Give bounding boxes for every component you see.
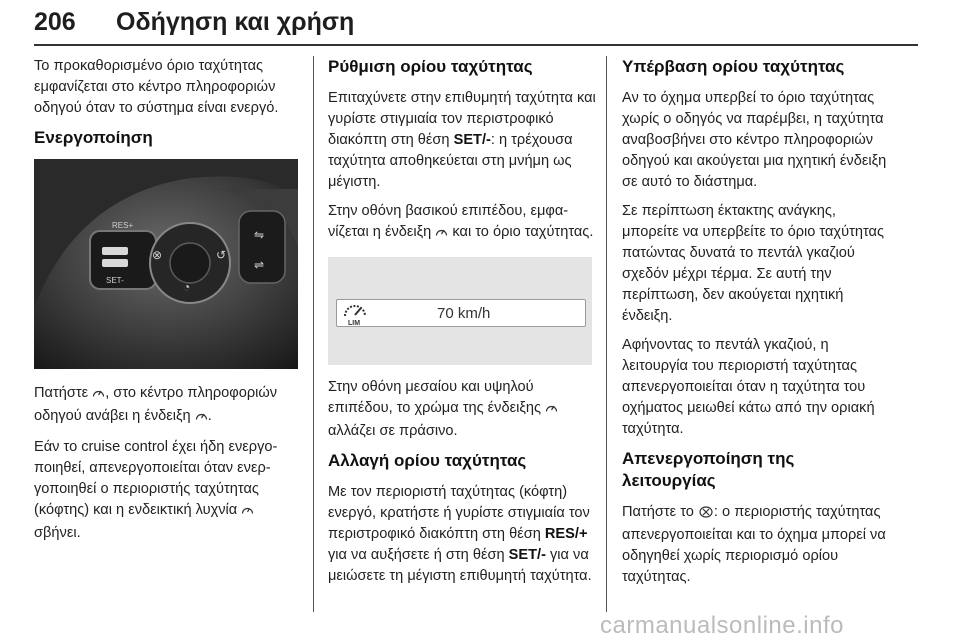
cancel-icon xyxy=(698,504,714,525)
exceed-paragraph-2: Σε περίπτωση έκτακτης ανάγκης, μπορείτε να υπερβείτε το όριο ταχύτητας πατώντας δυνατά το πεντάλ γκαζιού σχεδόν μέχρι τέρμα. Σε αυτή την περίπτωση, δεν ακούγεται ηχητική ένδειξη. xyxy=(622,203,884,324)
deactivation-paragraph: Πατήστε το : ο περιοριστής ταχύτητας απενεργοποιείται και το όχημα μπορεί να οδηγηθεί χωρίς περιορισμό ορίου ταχύτητας. xyxy=(622,504,886,585)
basic-display-paragraph: Στην οθόνη βασικού επιπέδου, εμφανίζεται η ένδειξη και το όριο ταχύτητας. xyxy=(328,201,596,245)
cruise-control-lamp-icon xyxy=(241,502,254,523)
steering-wheel-photo xyxy=(34,159,298,369)
intro-paragraph: Το προκαθορισμένο όριο ταχύτητας εμφανίζεται στο κέντρο πληροφοριών οδηγού όταν το σύστημα είναι ενεργό. xyxy=(34,58,279,116)
change-limit-paragraph: Με τον περιοριστή ταχύτητας (κόφτη) ενεργό, κρατήστε ή γυρίστε στιγμιαία τον περιστροφικό διακόπτη στη θέση RES/+ για να αυξήσετε ή στη θέση SET/- για να μειώσετε τη μέγιστη επιθυμητή ταχύτητα. xyxy=(328,484,592,584)
set-limit-paragraph: Επιταχύνετε στην επιθυμητή ταχύτητα και γυρίστε στιγμιαία τον περιστροφικό διακόπτη στη θέση SET/-: η τρέχουσα ταχύτητα αποθηκεύεται στη μνήμη ως μέγιστη. xyxy=(328,90,596,190)
page-title: Οδήγηση και χρήση xyxy=(116,8,355,36)
page-number: 206 xyxy=(34,8,76,36)
set-key-label: SET/- xyxy=(508,547,546,563)
exceed-paragraph-1: Αν το όχημα υπερβεί το όριο ταχύτητας χωρίς ο οδηγός να παρέμβει, η ταχύτητα αναβοσβήνει στο κέντρο πληροφοριών οδηγού και ακούγεται μια ηχητική ένδειξη σε αυτό το διάστημα. xyxy=(622,90,887,190)
section-heading-change-limit: Αλλαγή ορίου ταχύτητας xyxy=(328,451,527,470)
display-speed-value: 70 km/h xyxy=(437,305,491,322)
column-3 xyxy=(622,56,890,596)
svg-text:↺: ↺ xyxy=(216,248,227,262)
column-divider xyxy=(313,56,314,612)
res-label: RES+ xyxy=(112,221,134,230)
speed-limiter-display-icon xyxy=(341,300,371,333)
lim-label: LIM xyxy=(348,320,361,326)
instrument-display-illustration xyxy=(328,257,592,365)
column-1 xyxy=(34,56,302,552)
speed-limiter-icon xyxy=(92,385,105,406)
set-label: SET- xyxy=(106,276,124,285)
res-key-label: RES/+ xyxy=(544,526,588,542)
column-divider xyxy=(606,56,607,612)
header-rule xyxy=(34,44,918,46)
mid-display-paragraph: Στην οθόνη μεσαίου και υψηλού επιπέδου, το χρώμα της ένδειξης αλλάζει σε πράσινο. xyxy=(328,377,596,442)
svg-text:⇌: ⇌ xyxy=(254,258,265,272)
section-heading-activation: Ενεργοποίηση xyxy=(34,128,153,147)
page-header xyxy=(34,8,924,42)
exceed-paragraph-3: Αφήνοντας το πεντάλ γκαζιού, η λειτουργία του περιοριστή ταχύτητας απενεργοποιείται όταν η ταχύτητα του οχήματος μειωθεί κάτω από την οριακή ταχύτητα. xyxy=(622,337,875,437)
svg-text:◔: ◔ xyxy=(183,280,191,294)
watermark: carmanualsonline.info xyxy=(600,612,844,639)
set-key-label: SET/- xyxy=(453,132,491,148)
svg-text:⊗: ⊗ xyxy=(152,248,163,262)
activation-paragraph: Πατήστε , στο κέντρο πληροφοριών οδηγού ανάβει η ένδειξη . xyxy=(34,383,302,429)
speed-limiter-icon xyxy=(545,400,558,421)
display-bar xyxy=(336,299,586,327)
speed-limiter-icon xyxy=(435,224,448,245)
section-heading-set-limit: Ρύθμιση ορίου ταχύτητας xyxy=(328,57,533,76)
section-heading-exceed-limit: Υπέρβαση ορίου ταχύτητας xyxy=(622,57,845,76)
svg-text:⇋: ⇋ xyxy=(254,228,265,242)
cruise-control-paragraph: Εάν το cruise control έχει ήδη ενεργοποιηθεί, απενεργοποιείται όταν ενεργοποιηθεί ο περιοριστής ταχύτητας (κόφτης) και η ενδεικτική λυχνία σβήνει. xyxy=(34,439,278,541)
column-2 xyxy=(328,56,596,595)
section-heading-deactivation: Απενεργοποίηση της λειτουργίας xyxy=(622,449,795,490)
speed-limiter-icon xyxy=(195,408,208,429)
